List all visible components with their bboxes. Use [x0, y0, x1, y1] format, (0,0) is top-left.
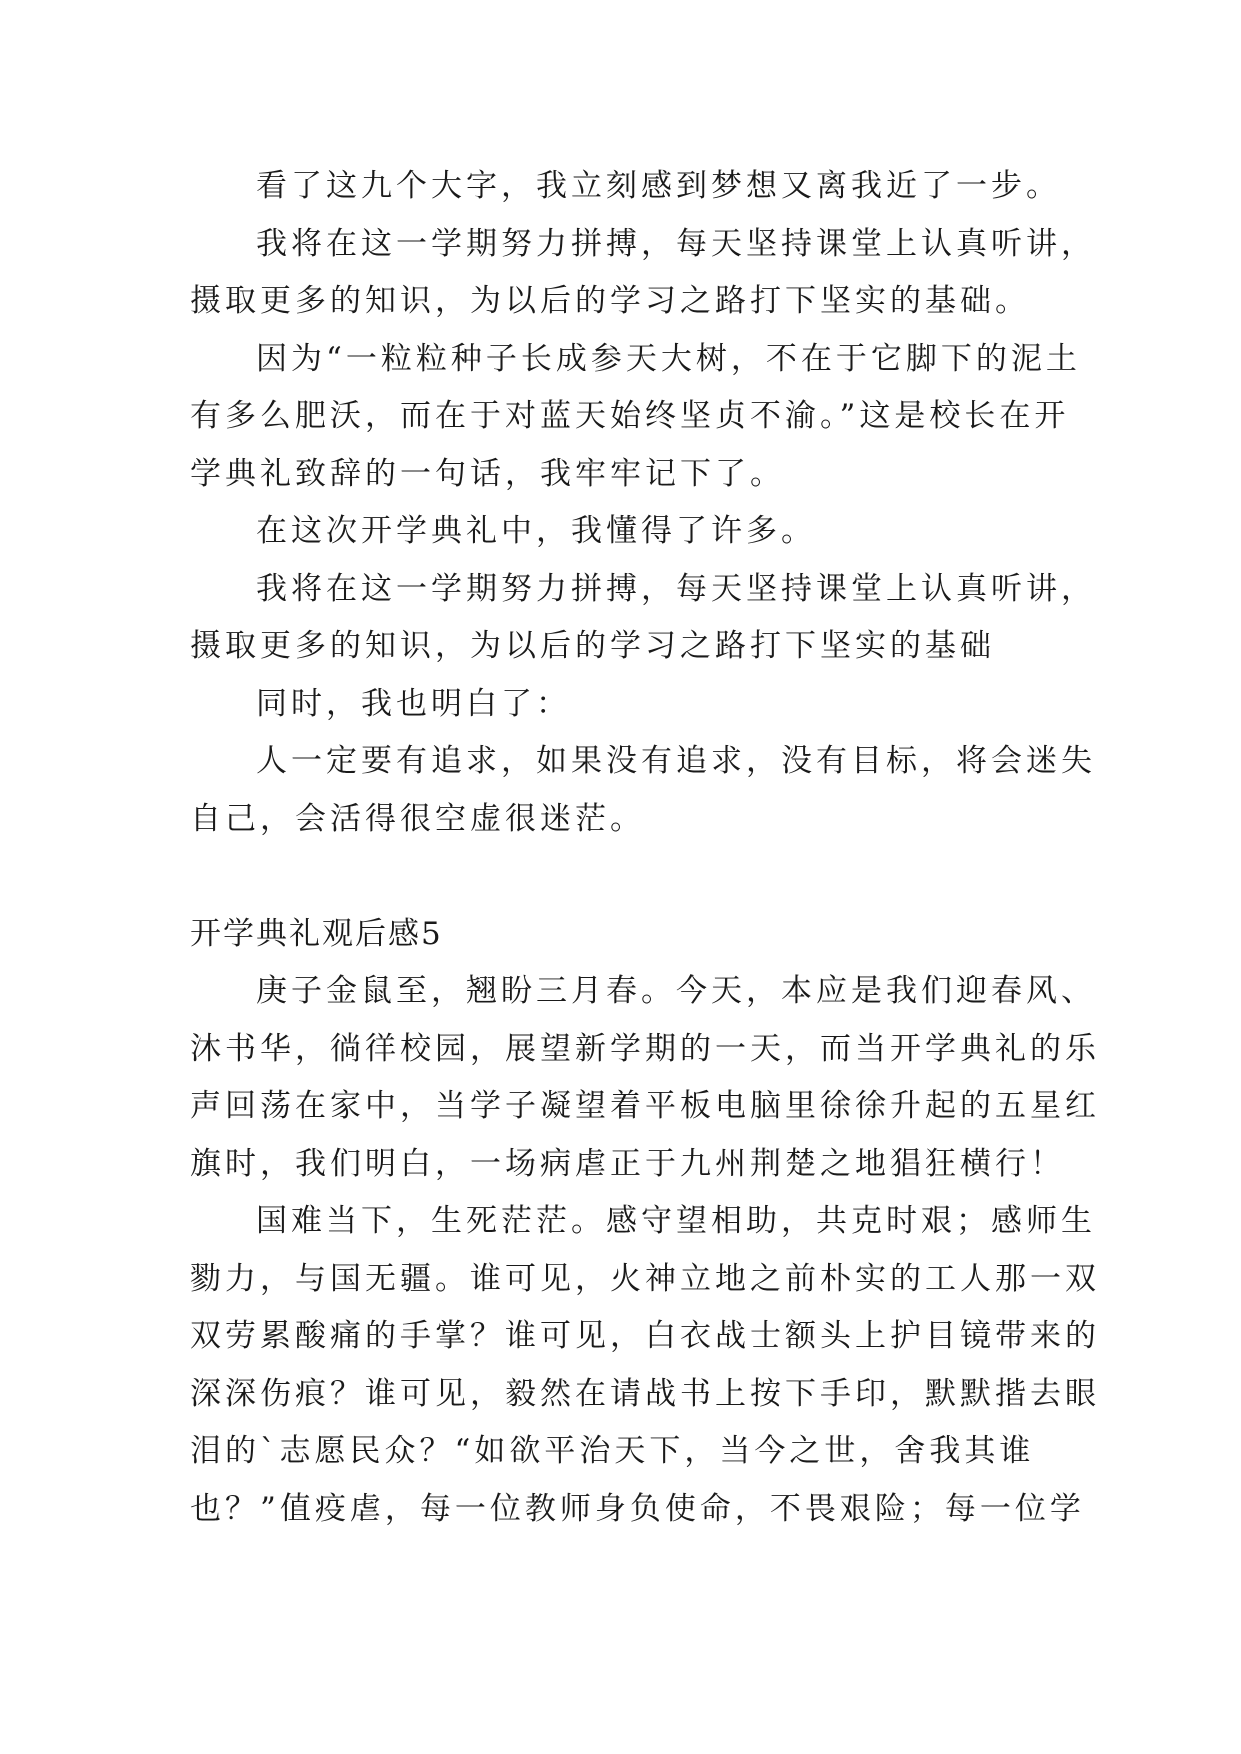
- paragraph-line: 沐书华，徜徉校园，展望新学期的一天，而当开学典礼的乐: [190, 1030, 1100, 1067]
- paragraph-line: 深深伤痕？谁可见，毅然在请战书上按下手印，默默揩去眼: [190, 1375, 1100, 1412]
- paragraph-line: 摄取更多的知识，为以后的学习之路打下坚实的基础。: [190, 283, 1030, 319]
- paragraph-line: 人一定要有追求，如果没有追求，没有目标，将会迷失: [256, 743, 1096, 779]
- section-heading: 开学典礼观后感5: [190, 915, 443, 952]
- paragraph-line: 声回荡在家中，当学子凝望着平板电脑里徐徐升起的五星红: [190, 1088, 1100, 1124]
- paragraph-line: 我将在这一学期努力拼搏，每天坚持课堂上认真听讲，: [256, 225, 1096, 262]
- paragraph-line: 在这次开学典礼中，我懂得了许多。: [256, 513, 816, 549]
- paragraph-line: 自己，会活得很空虚很迷茫。: [190, 800, 645, 837]
- paragraph-line: 同时，我也明白了：: [256, 685, 571, 722]
- paragraph-line: 勠力，与国无疆。谁可见，火神立地之前朴实的工人那一双: [190, 1260, 1100, 1297]
- paragraph-line: 看了这九个大字，我立刻感到梦想又离我近了一步。: [256, 168, 1061, 204]
- paragraph-line: 我将在这一学期努力拼搏，每天坚持课堂上认真听讲，: [256, 570, 1096, 607]
- paragraph-line: 泪的`志愿民众？“如欲平治天下，当今之世，舍我其谁: [190, 1433, 1035, 1469]
- section-spacer: [190, 848, 1060, 906]
- paragraph-line: 有多么肥沃，而在于对蓝天始终坚贞不渝。”这是校长在开: [190, 398, 1070, 434]
- paragraph-line: 国难当下，生死茫茫。感守望相助，共克时艰；感师生: [256, 1203, 1096, 1239]
- paragraph-line: 因为“一粒粒种子长成参天大树，不在于它脚下的泥土: [256, 340, 1081, 377]
- paragraph-line: 摄取更多的知识，为以后的学习之路打下坚实的基础: [190, 628, 995, 664]
- paragraph-line: 双劳累酸痛的手掌？谁可见，白衣战士额头上护目镜带来的: [190, 1318, 1100, 1354]
- paragraph-line: 旗时，我们明白，一场病虐正于九州荆楚之地猖狂横行！: [190, 1145, 1065, 1182]
- paragraph-line: 学典礼致辞的一句话，我牢牢记下了。: [190, 455, 785, 492]
- document-body: [190, 158, 1100, 1538]
- paragraph-line: 庚子金鼠至，翘盼三月春。今天，本应是我们迎春风、: [256, 973, 1096, 1009]
- paragraph-line: 也？”值疫虐，每一位教师身负使命，不畏艰险；每一位学: [190, 1490, 1085, 1527]
